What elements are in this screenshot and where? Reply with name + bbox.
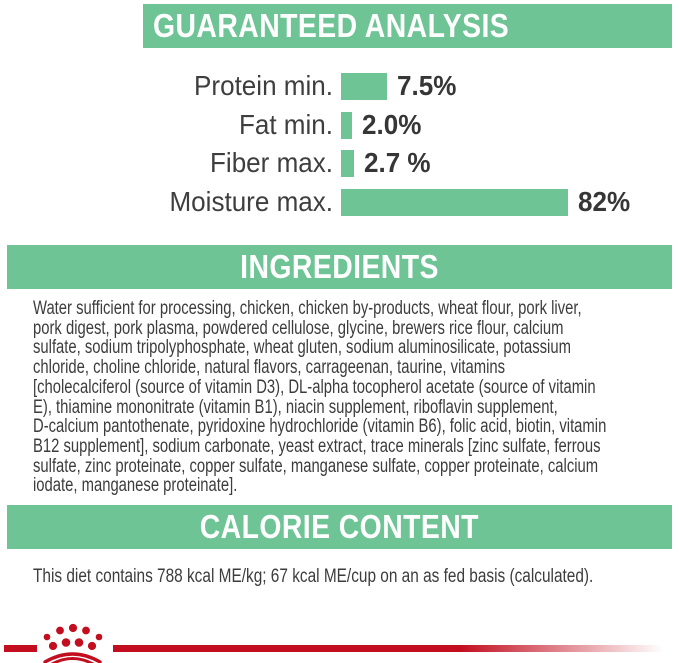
calorie-statement: This diet contains 788 kcal ME/kg; 67 kcal ME/cup on an as fed basis (calculated). (33, 566, 594, 587)
ingredients-paragraph (33, 299, 673, 496)
ingredients-line: [cholecalciferol (source of vitamin D3), DL-alpha tocopherol acetate (source of vitamin (33, 376, 596, 398)
guaranteed-analysis-title: GUARANTEED ANALYSIS (153, 7, 510, 44)
protein-label: Protein min. (194, 70, 333, 101)
ingredients-line: pork digest, pork plasma, powdered cellulose, glycine, brewers rice flour, calcium (33, 317, 564, 339)
ingredients-line: sulfate, zinc proteinate, copper sulfate, manganese sulfate, copper proteinate, calcium (33, 455, 599, 477)
ingredients-line: B12 supplement], sodium carbonate, yeast extract, trace minerals [zinc sulfate, ferrous (33, 435, 601, 457)
fiber-bar (341, 150, 354, 177)
fiber-row (0, 143, 436, 183)
ingredients-line: Water sufficient for processing, chicken, chicken by-products, wheat flour, pork liver, (33, 298, 582, 319)
moisture-row (0, 182, 634, 222)
moisture-label: Moisture max. (169, 186, 333, 217)
fat-row (0, 105, 426, 145)
moisture-bar (341, 189, 568, 216)
ingredients-header (7, 245, 672, 289)
guaranteed-analysis-chart (0, 60, 679, 240)
ingredients-line: E), thiamine mononitrate (vitamin B1), niacin supplement, riboflavin supplement, (33, 396, 558, 418)
ingredients-line: sulfate, sodium tripolyphosphate, wheat gluten, sodium aluminosilicate, potassium (33, 337, 571, 359)
ingredients-line: iodate, manganese proteinate]. (33, 475, 238, 497)
protein-value: 7.5% (397, 70, 457, 101)
fat-label: Fat min. (238, 109, 333, 140)
calorie-content-header (7, 505, 672, 549)
fiber-label: Fiber max. (210, 147, 333, 178)
protein-row (0, 66, 461, 106)
ingredients-line: chloride, choline chloride, natural flavors, carrageenan, taurine, vitamins (33, 357, 506, 379)
ingredients-title: INGREDIENTS (240, 248, 439, 285)
footer-rule-right (113, 645, 663, 652)
fat-value: 2.0% (362, 109, 422, 140)
royal-canin-crown-logo-icon (25, 618, 120, 663)
ingredients-line: D-calcium pantothenate, pyridoxine hydrochloride (vitamin B6), folic acid, biotin, vitamin (33, 416, 607, 438)
fiber-value: 2.7 % (364, 147, 431, 178)
guaranteed-analysis-header (143, 4, 672, 48)
calorie-content-title: CALORIE CONTENT (199, 508, 480, 545)
moisture-value: 82% (578, 186, 631, 217)
fat-bar (341, 112, 352, 139)
protein-bar (341, 73, 387, 100)
